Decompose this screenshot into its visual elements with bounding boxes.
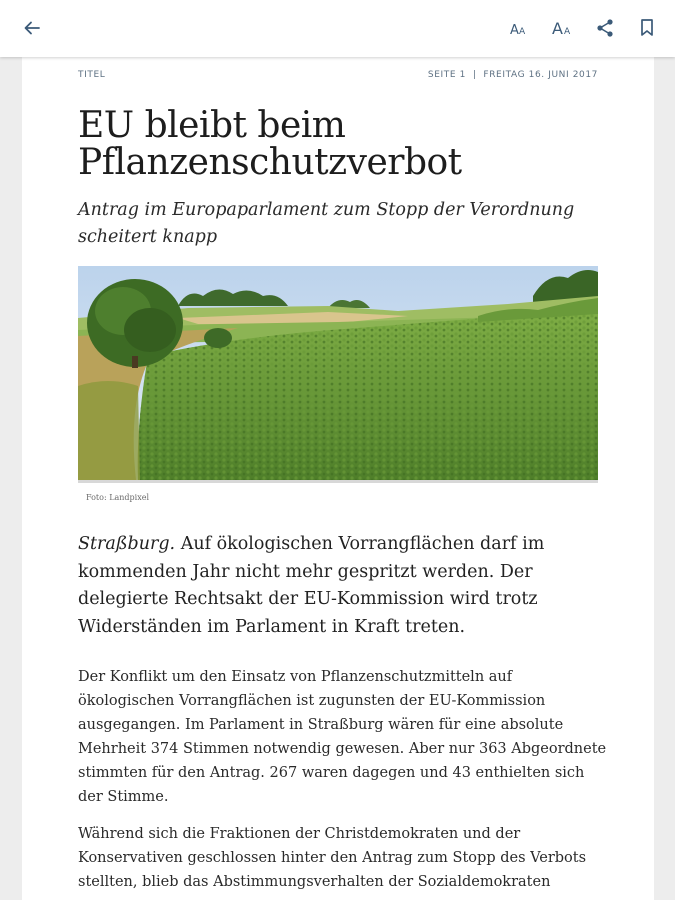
lead-place: Straßburg. bbox=[78, 534, 176, 554]
article-lead bbox=[78, 531, 608, 641]
field-landscape-image bbox=[78, 266, 598, 480]
text-size-increase-button[interactable] bbox=[545, 10, 581, 46]
share-button[interactable] bbox=[587, 10, 623, 46]
arrow-left-icon bbox=[22, 18, 42, 38]
article-headline: EU bleibt beim Pflanzenschutzverbot bbox=[78, 105, 462, 183]
section-label: TITEL bbox=[78, 70, 106, 80]
text-size-increase-icon bbox=[552, 18, 574, 38]
text-size-decrease-icon bbox=[509, 18, 531, 38]
back-button[interactable] bbox=[14, 10, 50, 46]
svg-text:A: A bbox=[519, 27, 526, 37]
page-date-info: SEITE 1 | FREITAG 16. JUNI 2017 bbox=[427, 70, 598, 80]
article-page[interactable] bbox=[22, 57, 654, 900]
article-subheadline: Antrag im Europaparlament zum Stopp der Verordnung scheitert knapp bbox=[78, 200, 575, 247]
article-paragraph: Der Konflikt um den Einsatz von Pflanzenschutzmitteln auf ökologischen Vorrangflächen ist zugunsten der EU-Kommission ausgegangen. Im Parlament in Straßburg wären für eine absolute Mehrheit 374 Stimmen notwendig gewesen. Aber nur 363 Abgeordnete stimmten für den Antrag. 267 waren dagegen und 43 enthielten sich der Stimme. bbox=[78, 669, 607, 805]
lead-text: Auf ökologischen Vorrangflächen darf im kommenden Jahr nicht mehr gespritzt werden. Der delegierte Rechtsakt der EU-Kommission wird trotz Widerständen im Parlament in Kraft treten. bbox=[78, 534, 545, 637]
article-paragraph: Während sich die Fraktionen der Christdemokraten und der Konservativen geschlossen hinter den Antrag zum Stopp des Verbots stellten, blieb das Abstimmungsverhalten der Sozialdemokraten bbox=[78, 826, 587, 890]
svg-text:A: A bbox=[552, 19, 563, 38]
share-icon bbox=[595, 18, 615, 38]
bookmark-icon bbox=[639, 18, 655, 38]
top-app-bar bbox=[0, 0, 675, 57]
article-photo[interactable] bbox=[78, 266, 598, 483]
svg-text:A: A bbox=[564, 27, 571, 37]
photo-credit: Foto: Landpixel bbox=[86, 493, 150, 502]
text-size-decrease-button[interactable] bbox=[502, 10, 538, 46]
bookmark-button[interactable] bbox=[629, 10, 665, 46]
svg-text:A: A bbox=[510, 23, 519, 38]
